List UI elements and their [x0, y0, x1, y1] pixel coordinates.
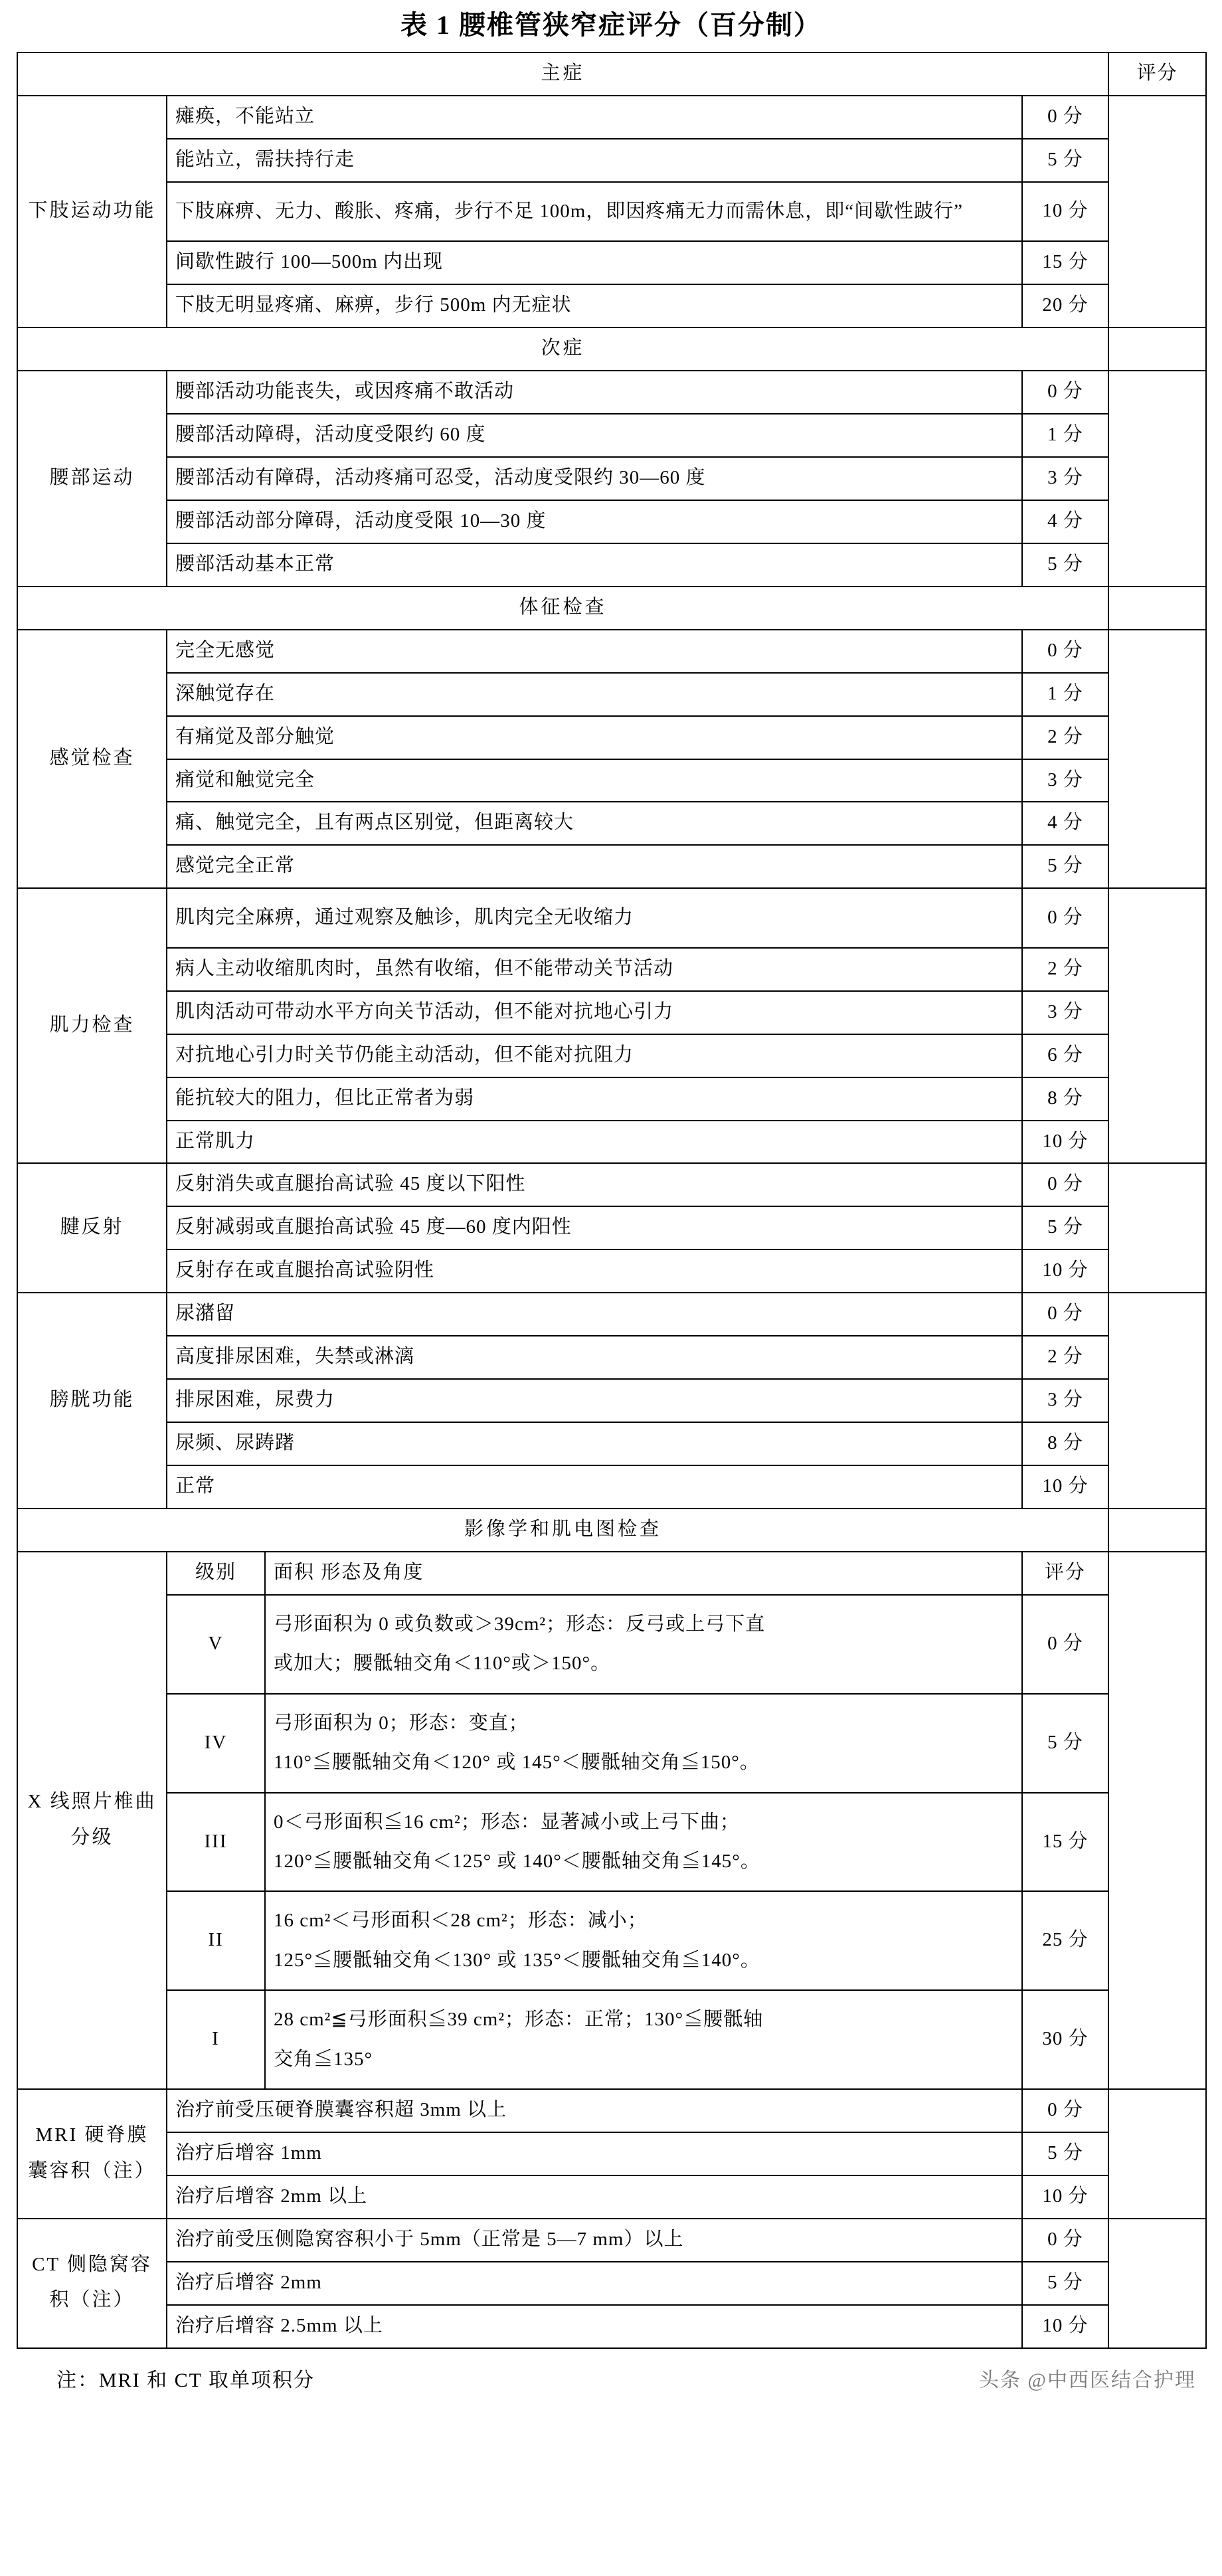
row-score: 0 分: [1022, 96, 1108, 139]
section-title-imaging-emg: 影像学和肌电图检查: [17, 1509, 1108, 1552]
rating-input-cell[interactable]: [1108, 96, 1206, 327]
row-score: 5 分: [1022, 2132, 1108, 2175]
table-row: [17, 1990, 1206, 2089]
rating-input-cell[interactable]: [1108, 2089, 1206, 2219]
table-row: [17, 2219, 1206, 2262]
row-description-line-1: 弓形面积为 0；形态：变直；: [274, 1712, 529, 1734]
row-score: 15 分: [1022, 241, 1108, 284]
table-row: [17, 1249, 1206, 1293]
watermark-label: 头条 @中西医结合护理: [978, 2369, 1196, 2391]
xray-grade-label: V: [167, 1595, 265, 1694]
row-description: 尿频、尿踌躇: [167, 1422, 1022, 1465]
row-score: 5 分: [1022, 543, 1108, 587]
xray-grade-label: III: [167, 1793, 265, 1892]
section-title-physical-exam: 体征检查: [17, 587, 1108, 630]
row-score: 1 分: [1022, 673, 1108, 716]
table-row: [17, 371, 1206, 414]
row-description: 痛、触觉完全，且有两点区别觉，但距离较大: [167, 802, 1022, 845]
table-row: [17, 1121, 1206, 1164]
category-xray-lumbar-curve-grade: X 线照片椎曲分级: [17, 1552, 167, 2089]
row-score: 5 分: [1022, 139, 1108, 182]
row-description: 反射减弱或直腿抬高试验 45 度—60 度内阳性: [167, 1206, 1022, 1249]
table-row: [17, 96, 1206, 139]
row-score: 10 分: [1022, 2175, 1108, 2219]
table-row: [17, 2175, 1206, 2219]
rating-input-cell[interactable]: [1108, 1163, 1206, 1293]
row-description: 腰部活动基本正常: [167, 543, 1022, 587]
xray-grade-label: I: [167, 1990, 265, 2089]
row-score: 2 分: [1022, 1336, 1108, 1379]
row-score: 30 分: [1022, 1990, 1108, 2089]
row-description: 高度排尿困难，失禁或淋漓: [167, 1336, 1022, 1379]
row-description-line-2: 交角≦135°: [274, 2048, 373, 2070]
category-bladder-function: 膀胱功能: [17, 1293, 167, 1509]
table-row: [17, 2132, 1206, 2175]
lumbar-stenosis-score-table: [17, 52, 1207, 2349]
table-row: [17, 1293, 1206, 1336]
row-score: 8 分: [1022, 1422, 1108, 1465]
row-description: 腰部活动部分障碍，活动度受限 10—30 度: [167, 500, 1022, 543]
table-row: [17, 1077, 1206, 1121]
table-row: [17, 241, 1206, 284]
section-title-secondary-symptoms: 次症: [17, 327, 1108, 371]
row-description: 瘫痪，不能站立: [167, 96, 1022, 139]
rating-input-cell[interactable]: [1108, 371, 1206, 587]
section-header-row: [17, 327, 1206, 371]
row-score: 0 分: [1022, 1595, 1108, 1694]
row-description: 深触觉存在: [167, 673, 1022, 716]
table-row: [17, 1379, 1206, 1422]
row-score: 4 分: [1022, 802, 1108, 845]
row-description: [265, 1793, 1022, 1892]
row-score: 10 分: [1022, 2305, 1108, 2348]
table-row: [17, 500, 1206, 543]
table-row: [17, 457, 1206, 500]
rating-input-cell[interactable]: [1108, 630, 1206, 889]
row-description: 完全无感觉: [167, 630, 1022, 673]
row-description: 治疗后增容 2.5mm 以上: [167, 2305, 1022, 2348]
table-row: [17, 1793, 1206, 1892]
row-score: 5 分: [1022, 1694, 1108, 1793]
row-score: 10 分: [1022, 182, 1108, 241]
section-header-row: [17, 52, 1206, 96]
row-description: 正常肌力: [167, 1121, 1022, 1164]
table-footer: [17, 2353, 1205, 2393]
table-row: [17, 2305, 1206, 2348]
row-description: 肌肉完全麻痹，通过观察及触诊，肌肉完全无收缩力: [167, 888, 1022, 947]
row-description: 痛觉和触觉完全: [167, 759, 1022, 802]
row-description-line-2: 110°≦腰骶轴交角＜120° 或 145°＜腰骶轴交角≦150°。: [274, 1752, 760, 1774]
row-description-line-1: 0＜弓形面积≦16 cm²；形态：显著减小或上弓下曲；: [274, 1811, 740, 1833]
row-score: 2 分: [1022, 716, 1108, 759]
row-description: 下肢麻痹、无力、酸胀、疼痛，步行不足 100m，即因疼痛无力而需休息，即“间歇性跛行”: [167, 182, 1022, 241]
rating-input-cell[interactable]: [1108, 1552, 1206, 2089]
row-description-line-2: 120°≦腰骶轴交角＜125° 或 140°＜腰骶轴交角≦145°。: [274, 1851, 760, 1872]
table-row: [17, 543, 1206, 587]
row-score: 3 分: [1022, 1379, 1108, 1422]
table-row: [17, 716, 1206, 759]
table-row: [17, 948, 1206, 991]
row-score: 20 分: [1022, 284, 1108, 327]
row-score: 0 分: [1022, 1163, 1108, 1206]
row-description: 下肢无明显疼痛、麻痹，步行 500m 内无症状: [167, 284, 1022, 327]
rating-input-cell[interactable]: [1108, 888, 1206, 1163]
description-column-header: 面积 形态及角度: [265, 1552, 1022, 1595]
row-description: 腰部活动障碍，活动度受限约 60 度: [167, 414, 1022, 457]
row-score: 5 分: [1022, 845, 1108, 888]
row-description: 治疗前受压侧隐窝容积小于 5mm（正常是 5—7 mm）以上: [167, 2219, 1022, 2262]
xray-grade-label: II: [167, 1891, 265, 1990]
table-row: [17, 759, 1206, 802]
rating-spacer-cell: [1108, 587, 1206, 630]
section-header-row: [17, 587, 1206, 630]
category-muscle-strength: 肌力检查: [17, 888, 167, 1163]
row-description: 反射存在或直腿抬高试验阴性: [167, 1249, 1022, 1293]
row-score: 1 分: [1022, 414, 1108, 457]
row-score: 6 分: [1022, 1034, 1108, 1077]
row-score: 0 分: [1022, 888, 1108, 947]
row-score: 5 分: [1022, 1206, 1108, 1249]
row-description: 腰部活动有障碍，活动疼痛可忍受，活动度受限约 30—60 度: [167, 457, 1022, 500]
row-description: 有痛觉及部分触觉: [167, 716, 1022, 759]
row-score: 0 分: [1022, 2219, 1108, 2262]
table-row: [17, 888, 1206, 947]
row-description: 治疗前受压硬脊膜囊容积超 3mm 以上: [167, 2089, 1022, 2132]
row-description: 对抗地心引力时关节仍能主动活动，但不能对抗阻力: [167, 1034, 1022, 1077]
row-score: 5 分: [1022, 2262, 1108, 2305]
row-description: 治疗后增容 2mm 以上: [167, 2175, 1022, 2219]
category-lumbar-motion: 腰部运动: [17, 371, 167, 587]
xray-grade-label: IV: [167, 1694, 265, 1793]
row-score: 25 分: [1022, 1891, 1108, 1990]
table-row: [17, 182, 1206, 241]
row-description: 肌肉活动可带动水平方向关节活动，但不能对抗地心引力: [167, 991, 1022, 1034]
table-row: [17, 673, 1206, 716]
table-row: [17, 1034, 1206, 1077]
row-description: 感觉完全正常: [167, 845, 1022, 888]
row-score: 3 分: [1022, 457, 1108, 500]
row-description-line-1: 28 cm²≦弓形面积≦39 cm²；形态：正常；130°≦腰骶轴: [274, 2009, 764, 2031]
table-row: [17, 630, 1206, 673]
row-description-line-1: 16 cm²＜弓形面积＜28 cm²；形态：减小；: [274, 1910, 648, 1932]
grade-column-header: 级别: [167, 1552, 265, 1595]
row-score: 10 分: [1022, 1465, 1108, 1509]
rating-spacer-cell: [1108, 327, 1206, 371]
row-description: 腰部活动功能丧失，或因疼痛不敢活动: [167, 371, 1022, 414]
row-score: 4 分: [1022, 500, 1108, 543]
table-row: [17, 1206, 1206, 1249]
row-description: 治疗后增容 2mm: [167, 2262, 1022, 2305]
row-description-line-1: 弓形面积为 0 或负数或＞39cm²；形态：反弓或上弓下直: [274, 1613, 766, 1635]
row-description-line-2: 或加大；腰骶轴交角＜110°或＞150°。: [274, 1653, 611, 1675]
table-row: [17, 139, 1206, 182]
category-mri-dural-sac-volume: MRI 硬脊膜囊容积（注）: [17, 2089, 167, 2219]
row-description: 能抗较大的阻力，但比正常者为弱: [167, 1077, 1022, 1121]
row-score: 15 分: [1022, 1793, 1108, 1892]
row-score: 0 分: [1022, 630, 1108, 673]
row-description: 尿潴留: [167, 1293, 1022, 1336]
row-score: 10 分: [1022, 1249, 1108, 1293]
row-score: 0 分: [1022, 2089, 1108, 2132]
row-score: 3 分: [1022, 759, 1108, 802]
row-description: [265, 1891, 1022, 1990]
row-description: [265, 1694, 1022, 1793]
table-row: [17, 1694, 1206, 1793]
footnote: 注：MRI 和 CT 取单项积分: [56, 2369, 315, 2391]
section-header-row: [17, 1509, 1206, 1552]
table-row: [17, 414, 1206, 457]
rating-column-header: 评分: [1108, 52, 1206, 96]
table-row: [17, 2089, 1206, 2132]
row-description: [265, 1990, 1022, 2089]
row-description: 治疗后增容 1mm: [167, 2132, 1022, 2175]
table-row: [17, 1552, 1206, 1595]
section-title-main-symptoms: 主症: [17, 52, 1108, 96]
table-row: [17, 1595, 1206, 1694]
row-description: 排尿困难，尿费力: [167, 1379, 1022, 1422]
row-description: 反射消失或直腿抬高试验 45 度以下阳性: [167, 1163, 1022, 1206]
score-column-header: 评分: [1022, 1552, 1108, 1595]
table-row: [17, 1422, 1206, 1465]
table-row: [17, 284, 1206, 327]
table-row: [17, 1465, 1206, 1509]
category-tendon-reflex: 腱反射: [17, 1163, 167, 1293]
table-row: [17, 1336, 1206, 1379]
category-lower-limb-function: 下肢运动功能: [17, 96, 167, 327]
table-row: [17, 991, 1206, 1034]
rating-input-cell[interactable]: [1108, 1293, 1206, 1509]
table-row: [17, 845, 1206, 888]
row-score: 10 分: [1022, 1121, 1108, 1164]
row-description: 正常: [167, 1465, 1022, 1509]
row-score: 0 分: [1022, 371, 1108, 414]
row-description: [265, 1595, 1022, 1694]
row-score: 2 分: [1022, 948, 1108, 991]
page-title: 表 1 腰椎管狭窄症评分（百分制）: [400, 10, 822, 40]
row-score: 0 分: [1022, 1293, 1108, 1336]
row-score: 8 分: [1022, 1077, 1108, 1121]
row-score: 3 分: [1022, 991, 1108, 1034]
category-ct-lateral-recess-volume: CT 侧隐窝容积（注）: [17, 2219, 167, 2348]
rating-spacer-cell: [1108, 1509, 1206, 1552]
row-description: 病人主动收缩肌肉时，虽然有收缩，但不能带动关节活动: [167, 948, 1022, 991]
row-description: 间歇性跛行 100—500m 内出现: [167, 241, 1022, 284]
table-row: [17, 2262, 1206, 2305]
row-description: 能站立，需扶持行走: [167, 139, 1022, 182]
row-description-line-2: 125°≦腰骶轴交角＜130° 或 135°＜腰骶轴交角≦140°。: [274, 1949, 760, 1971]
table-row: [17, 1891, 1206, 1990]
table-row: [17, 1163, 1206, 1206]
table-row: [17, 802, 1206, 845]
category-sensory-exam: 感觉检查: [17, 630, 167, 889]
rating-input-cell[interactable]: [1108, 2219, 1206, 2348]
